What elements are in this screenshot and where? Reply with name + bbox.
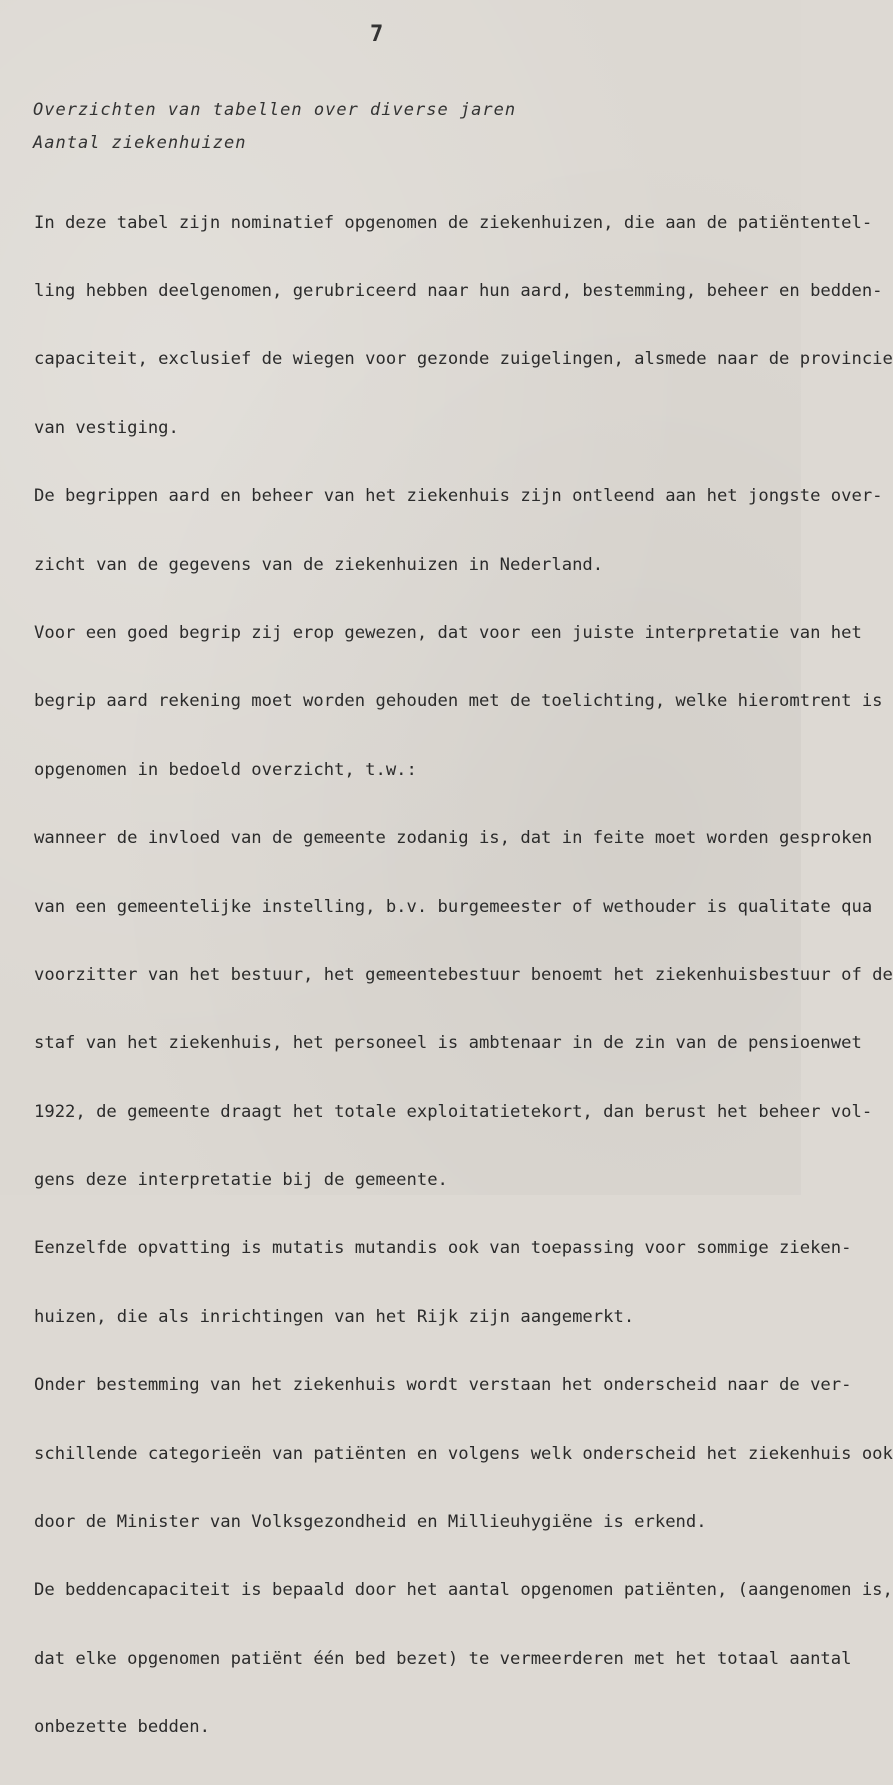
text-line: gens deze interpretatie bij de gemeente. xyxy=(34,1170,448,1191)
text-line: door de Minister van Volksgezondheid en Millieuhygiëne is erkend. xyxy=(34,1512,707,1533)
text-line: ling hebben deelgenomen, gerubriceerd naar hun aard, bestemming, beheer en bedden- xyxy=(34,280,883,301)
text-line: Onder bestemming van het ziekenhuis wordt verstaan het onderscheid naar de ver- xyxy=(34,1375,852,1396)
text-line: begrip aard rekening moet worden gehouden met de toelichting, welke hieromtrent is xyxy=(34,691,883,712)
text-line: opgenomen in bedoeld overzicht, t.w.: xyxy=(34,759,417,780)
page-number: 7 xyxy=(370,22,384,47)
text-line: onbezette bedden. xyxy=(34,1717,210,1738)
text-line: De beddencapaciteit is bepaald door het aantal opgenomen patiënten, (aangenomen is, xyxy=(34,1580,893,1601)
text-line: schillende categorieën van patiënten en volgens welk onderscheid het ziekenhuis ook xyxy=(34,1443,893,1464)
text-line: 1922, de gemeente draagt het totale exploitatietekort, dan berust het beheer vol- xyxy=(34,1101,873,1122)
text-line: Eenzelfde opvatting is mutatis mutandis ook van toepassing voor sommige zieken- xyxy=(34,1238,852,1259)
text-line: De begrippen aard en beheer van het ziekenhuis zijn ontleend aan het jongste over- xyxy=(34,486,883,507)
text-line: capaciteit, exclusief de wiegen voor gezonde zuigelingen, alsmede naar de provincie xyxy=(34,349,893,370)
text-line: In deze tabel zijn nominatief opgenomen de ziekenhuizen, die aan de patiëntentel- xyxy=(34,212,873,233)
text-line: wanneer de invloed van de gemeente zodanig is, dat in feite moet worden gesproken xyxy=(34,828,873,849)
body-text xyxy=(34,166,893,1785)
text-line: van een gemeentelijke instelling, b.v. burgemeester of wethouder is qualitate qua xyxy=(34,896,873,917)
text-line: zicht van de gegevens van de ziekenhuizen in Nederland. xyxy=(34,554,604,575)
text-line: staf van het ziekenhuis, het personeel is ambtenaar in de zin van de pensioenwet xyxy=(34,1033,862,1054)
section-subheading: Aantal ziekenhuizen xyxy=(33,133,247,153)
text-line: voorzitter van het bestuur, het gemeentebestuur benoemt het ziekenhuisbestuur of de xyxy=(34,964,893,985)
text-line: huizen, die als inrichtingen van het Rijk zijn aangemerkt. xyxy=(34,1306,635,1327)
text-line: Voor een goed begrip zij erop gewezen, dat voor een juiste interpretatie van het xyxy=(34,622,862,643)
section-heading: Overzichten van tabellen over diverse jaren xyxy=(33,100,517,120)
text-line: dat elke opgenomen patiënt één bed bezet) te vermeerderen met het totaal aantal xyxy=(34,1648,852,1669)
text-line: van vestiging. xyxy=(34,417,179,438)
